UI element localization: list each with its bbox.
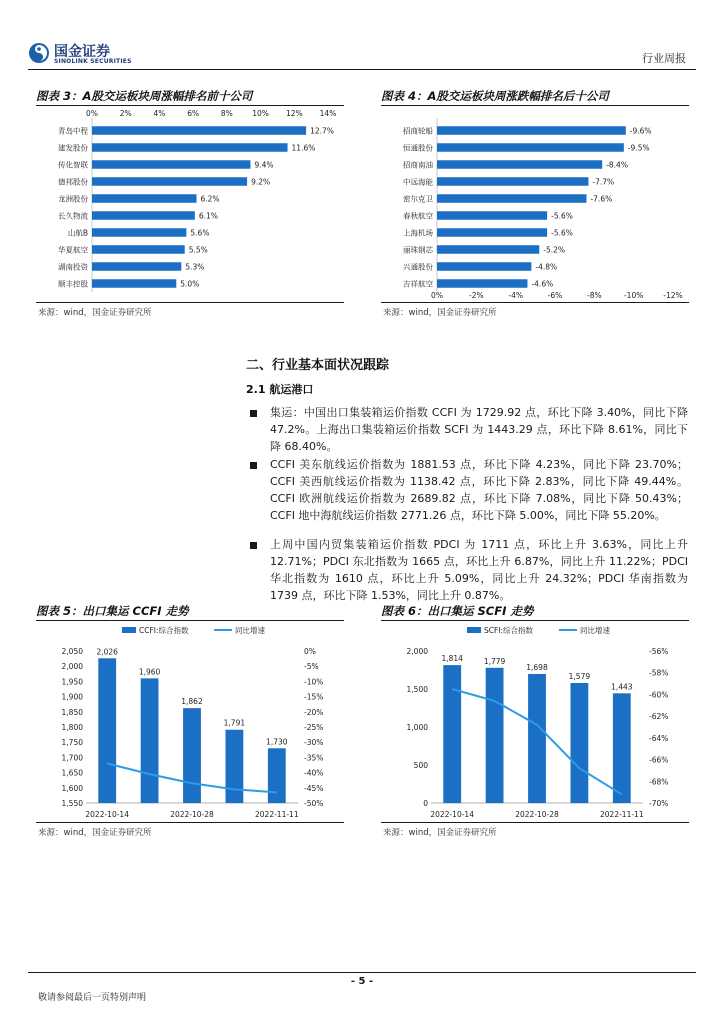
fig4-bar [437,245,539,254]
fig3-axis-tick: 12% [285,109,303,118]
fig6-x-tick: 2022-10-14 [430,810,474,819]
fig4-value-label: -9.6% [629,126,652,136]
fig4-bar [437,262,531,271]
fig4-company-label: 丽珠钢芯 [403,245,433,255]
fig5-chart [36,621,344,821]
fig5-y-right-tick: -15% [304,692,324,702]
bullet-3: 上周中国内贸集装箱运价指数 PDCI 为 1711 点，环比上升 3.63%，同比上升 12.71%；PDCI 东北指数为 1665 点，环比上升 6.87%，同比上升 11.22%；PDCI 华北指数为 1610 点，环比上升 5.09%，同比上升 24.32%；PDCI 华南指数为 1739 点，环比下降 1.53%，同比上升 0.87%。 [270,538,688,602]
fig5-y-left-tick: 1,900 [61,692,83,702]
header-logo [28,40,148,68]
fig5-legend-line-label: 同比增速 [235,626,265,635]
fig5-source: 来源：wind，国金证券研究所 [38,828,152,838]
fig3-value-label: 11.6% [291,143,316,153]
fig5-value-label: 1,730 [266,737,288,747]
section-title: 二、行业基本面状况跟踪 [246,358,390,373]
fig6-y-left-tick: 1,500 [406,685,428,694]
fig3-bar [92,211,195,220]
fig5-y-left-tick: 1,650 [61,768,83,778]
fig4-axis-tick: -2% [469,291,484,300]
fig5-bar [268,748,286,803]
fig4-value-label: -5.6% [551,211,573,221]
fig4-axis-tick: -8% [587,291,602,300]
fig4-value-label: -7.6% [590,194,613,204]
fig5-title: 图表 5：出口集运 CCFI 走势 [36,604,189,618]
fig4-company-label: 招商轮船 [403,126,433,136]
fig6-bar [486,668,504,803]
fig3-value-label: 12.7% [310,126,334,136]
fig6-x-tick: 2022-10-28 [515,810,559,819]
fig3-bar [92,245,185,254]
fig4-source: 来源：wind，国金证券研究所 [383,308,497,318]
fig6-value-label: 1,443 [611,682,633,692]
fig4-value-label: -4.6% [531,279,554,289]
fig5-value-label: 1,862 [181,697,203,707]
fig4-chart [381,106,689,300]
fig3-value-label: 5.3% [185,262,205,272]
fig5-y-left-tick: 2,000 [61,662,83,672]
fig6-chart [381,621,689,821]
fig3-bottom-rule [36,302,344,303]
fig6-y-left-tick: 2,000 [406,647,428,656]
fig4-title: 图表 4：A股交运板块周涨跌幅排名后十公司 [381,89,609,103]
fig3-chart [36,106,344,300]
fig6-y-right-tick: -56% [649,647,669,656]
fig3-company-label: 德邦股份 [58,177,88,187]
fig5-bar [141,678,159,803]
fig3-value-label: 9.2% [251,177,271,187]
fig4-axis-tick: -10% [623,291,644,300]
fig5-y-left-tick: 1,950 [61,677,83,687]
fig3-axis-tick: 2% [119,109,132,118]
logo-en: SINOLINK SECURITIES [54,58,132,65]
fig5-x-tick: 2022-10-14 [85,810,129,819]
fig5-y-left-tick: 1,600 [61,783,83,793]
fig5-y-right-tick: -45% [304,783,324,793]
fig5-y-left-tick: 1,850 [61,707,83,717]
fig4-bar [437,194,586,203]
fig4-bar [437,160,602,169]
fig3-axis-tick: 4% [153,109,166,118]
fig3-bar [92,194,197,203]
sinolink-logo-icon [28,42,50,64]
bullet-mark [250,410,257,417]
fig4-company-label: 密尔克卫 [403,194,433,204]
fig5-bottom-rule [36,822,344,823]
fig3-value-label: 5.0% [180,279,200,289]
fig4-bottom-rule [381,302,689,303]
fig4-value-label: -9.5% [627,143,650,153]
header-rule [28,69,696,70]
fig6-value-label: 1,779 [483,656,506,666]
fig4-company-label: 恒通股份 [403,143,433,153]
fig6-y-right-tick: -64% [649,733,669,743]
fig6-legend-bar-swatch [467,627,481,633]
fig6-y-right-tick: -66% [649,755,669,765]
fig3-axis-tick: 8% [220,109,233,118]
fig4-axis-tick: -6% [547,291,563,300]
fig4-value-label: -5.2% [543,245,566,255]
fig6-value-label: 1,814 [441,654,463,664]
fig3-axis-tick: 0% [86,109,98,118]
fig4-value-label: -4.8% [535,262,558,272]
fig3-company-label: 建发股份 [58,143,88,153]
fig6-value-label: 1,579 [568,671,591,681]
page-number: - 5 - [350,976,374,987]
fig4-bar [437,126,626,135]
fig5-y-right-tick: -30% [304,738,324,748]
fig6-y-right-tick: -60% [649,690,669,700]
fig6-y-right-tick: -62% [649,712,669,722]
fig3-company-label: 长久物流 [58,211,88,221]
fig5-bar [183,708,201,803]
bullet-mark [250,462,257,469]
disclaimer: 敬请参阅最后一页特别声明 [38,993,147,1003]
fig3-bar [92,143,288,152]
fig4-bar [437,211,547,220]
fig6-y-left-tick: 1,000 [406,723,428,732]
fig3-axis-tick: 6% [187,109,200,118]
logo-cn: 国金证券 [54,44,110,60]
bullet-2: CCFI 美东航线运价指数为 1881.53 点，环比下降 4.23%，同比下降 23.70%；CCFI 美西航线运价指数为 1138.42 点，环比下降 2.83%，同比下降 49.44%。CCFI 欧洲航线运价指数为 2689.82 点，环比下降 7.08%，同比下降 50.43%；CCFI 地中海航线运价指数 2771.26 点，环比下降 5.00%，同比下降 55.20%。 [270,458,688,522]
fig3-bar [92,279,176,288]
fig3-bar [92,177,247,186]
fig3-bar [92,160,250,169]
fig6-y-right-tick: -58% [649,668,669,678]
fig4-axis-tick: 0% [431,291,443,300]
fig3-value-label: 5.5% [188,245,208,255]
fig5-value-label: 1,791 [223,718,246,728]
fig4-company-label: 中远海能 [403,177,433,187]
fig4-bar [437,177,588,186]
fig5-y-right-tick: -5% [304,662,319,672]
fig6-legend-bar-label: SCFI:综合指数 [484,626,534,635]
fig3-company-label: 华夏航空 [58,245,88,255]
fig5-y-right-tick: -25% [304,723,324,732]
fig5-y-left-tick: 1,800 [61,723,83,732]
fig3-bar [92,262,181,271]
sub-title: 2.1 航运港口 [246,383,314,396]
fig5-y-right-tick: -10% [304,677,324,687]
fig6-bar [528,674,546,803]
fig3-company-label: 传化智联 [58,160,88,170]
fig3-company-label: 湖南投资 [58,262,88,272]
fig6-y-left-tick: 500 [413,761,428,770]
fig3-value-label: 9.4% [254,160,274,170]
fig3-value-label: 6.2% [200,194,220,204]
fig4-company-label: 招商南油 [403,160,433,170]
fig5-y-right-tick: -50% [304,799,324,808]
fig4-company-label: 春秋航空 [403,211,433,221]
fig5-y-right-tick: 0% [304,647,316,656]
fig4-company-label: 吉祥航空 [403,279,433,289]
fig5-y-left-tick: 1,750 [61,738,83,748]
fig6-y-right-tick: -68% [649,777,669,787]
fig4-bar [437,228,547,237]
bullet-1: 集运：中国出口集装箱运价指数 CCFI 为 1729.92 点，环比下降 3.40%，同比下降 47.2%。上海出口集装箱运价指数 SCFI 为 1443.29 点，环比下降 8.61%，同比下降 68.40%。 [270,406,688,453]
fig4-axis-tick: -12% [663,291,683,300]
fig5-legend-bar-label: CCFI:综合指数 [139,626,189,635]
fig3-axis-tick: 14% [319,109,337,118]
fig5-x-tick: 2022-10-28 [170,810,214,819]
fig3-title: 图表 3：A股交运板块周涨幅排名前十公司 [36,89,253,103]
fig3-bar [92,126,306,135]
fig5-y-right-tick: -20% [304,707,324,717]
fig4-bar [437,279,527,288]
fig3-company-label: 龙洲股份 [58,194,88,204]
fig6-bar [443,665,461,803]
fig4-axis-tick: -4% [508,291,523,300]
fig4-bar [437,143,624,152]
fig5-y-left-tick: 1,550 [61,799,83,808]
fig4-value-label: -5.6% [551,228,573,238]
fig3-axis-tick: 10% [252,109,269,118]
fig6-y-left-tick: 0 [423,799,428,808]
fig5-bar [98,658,116,803]
fig4-value-label: -7.7% [592,177,615,187]
fig5-y-left-tick: 1,700 [61,753,83,763]
fig6-source: 来源：wind，国金证券研究所 [383,828,497,838]
fig5-x-tick: 2022-11-11 [255,810,299,819]
fig3-company-label: 山航B [67,228,88,238]
fig3-bar [92,228,186,237]
fig5-value-label: 1,960 [138,667,161,677]
bullet-mark [250,542,257,549]
fig4-value-label: -8.4% [606,160,628,170]
fig5-legend-bar-swatch [122,627,136,633]
fig6-bar [613,693,631,803]
fig4-company-label: 上海机场 [403,228,433,238]
fig3-value-label: 5.6% [190,228,210,238]
fig6-legend-line-label: 同比增速 [580,626,610,635]
fig6-bar [570,683,588,803]
footer-rule [28,972,696,973]
fig3-company-label: 顺丰控股 [58,279,88,289]
fig6-y-right-tick: -70% [649,799,669,808]
fig5-y-right-tick: -40% [304,768,324,778]
report-type: 行业周报 [642,52,686,65]
fig3-company-label: 青岛中程 [58,126,88,136]
fig4-company-label: 兴通股份 [403,262,433,272]
fig5-y-right-tick: -35% [304,753,324,763]
fig6-value-label: 1,698 [526,662,548,672]
fig5-value-label: 2,026 [96,647,118,657]
fig3-value-label: 6.1% [198,211,218,221]
fig6-title: 图表 6：出口集运 SCFI 走势 [381,604,534,618]
fig5-bar [225,730,243,803]
fig5-y-left-tick: 2,050 [61,647,83,656]
fig6-x-tick: 2022-11-11 [600,810,644,819]
fig6-bottom-rule [381,822,689,823]
fig3-source: 来源：wind，国金证券研究所 [38,308,152,318]
